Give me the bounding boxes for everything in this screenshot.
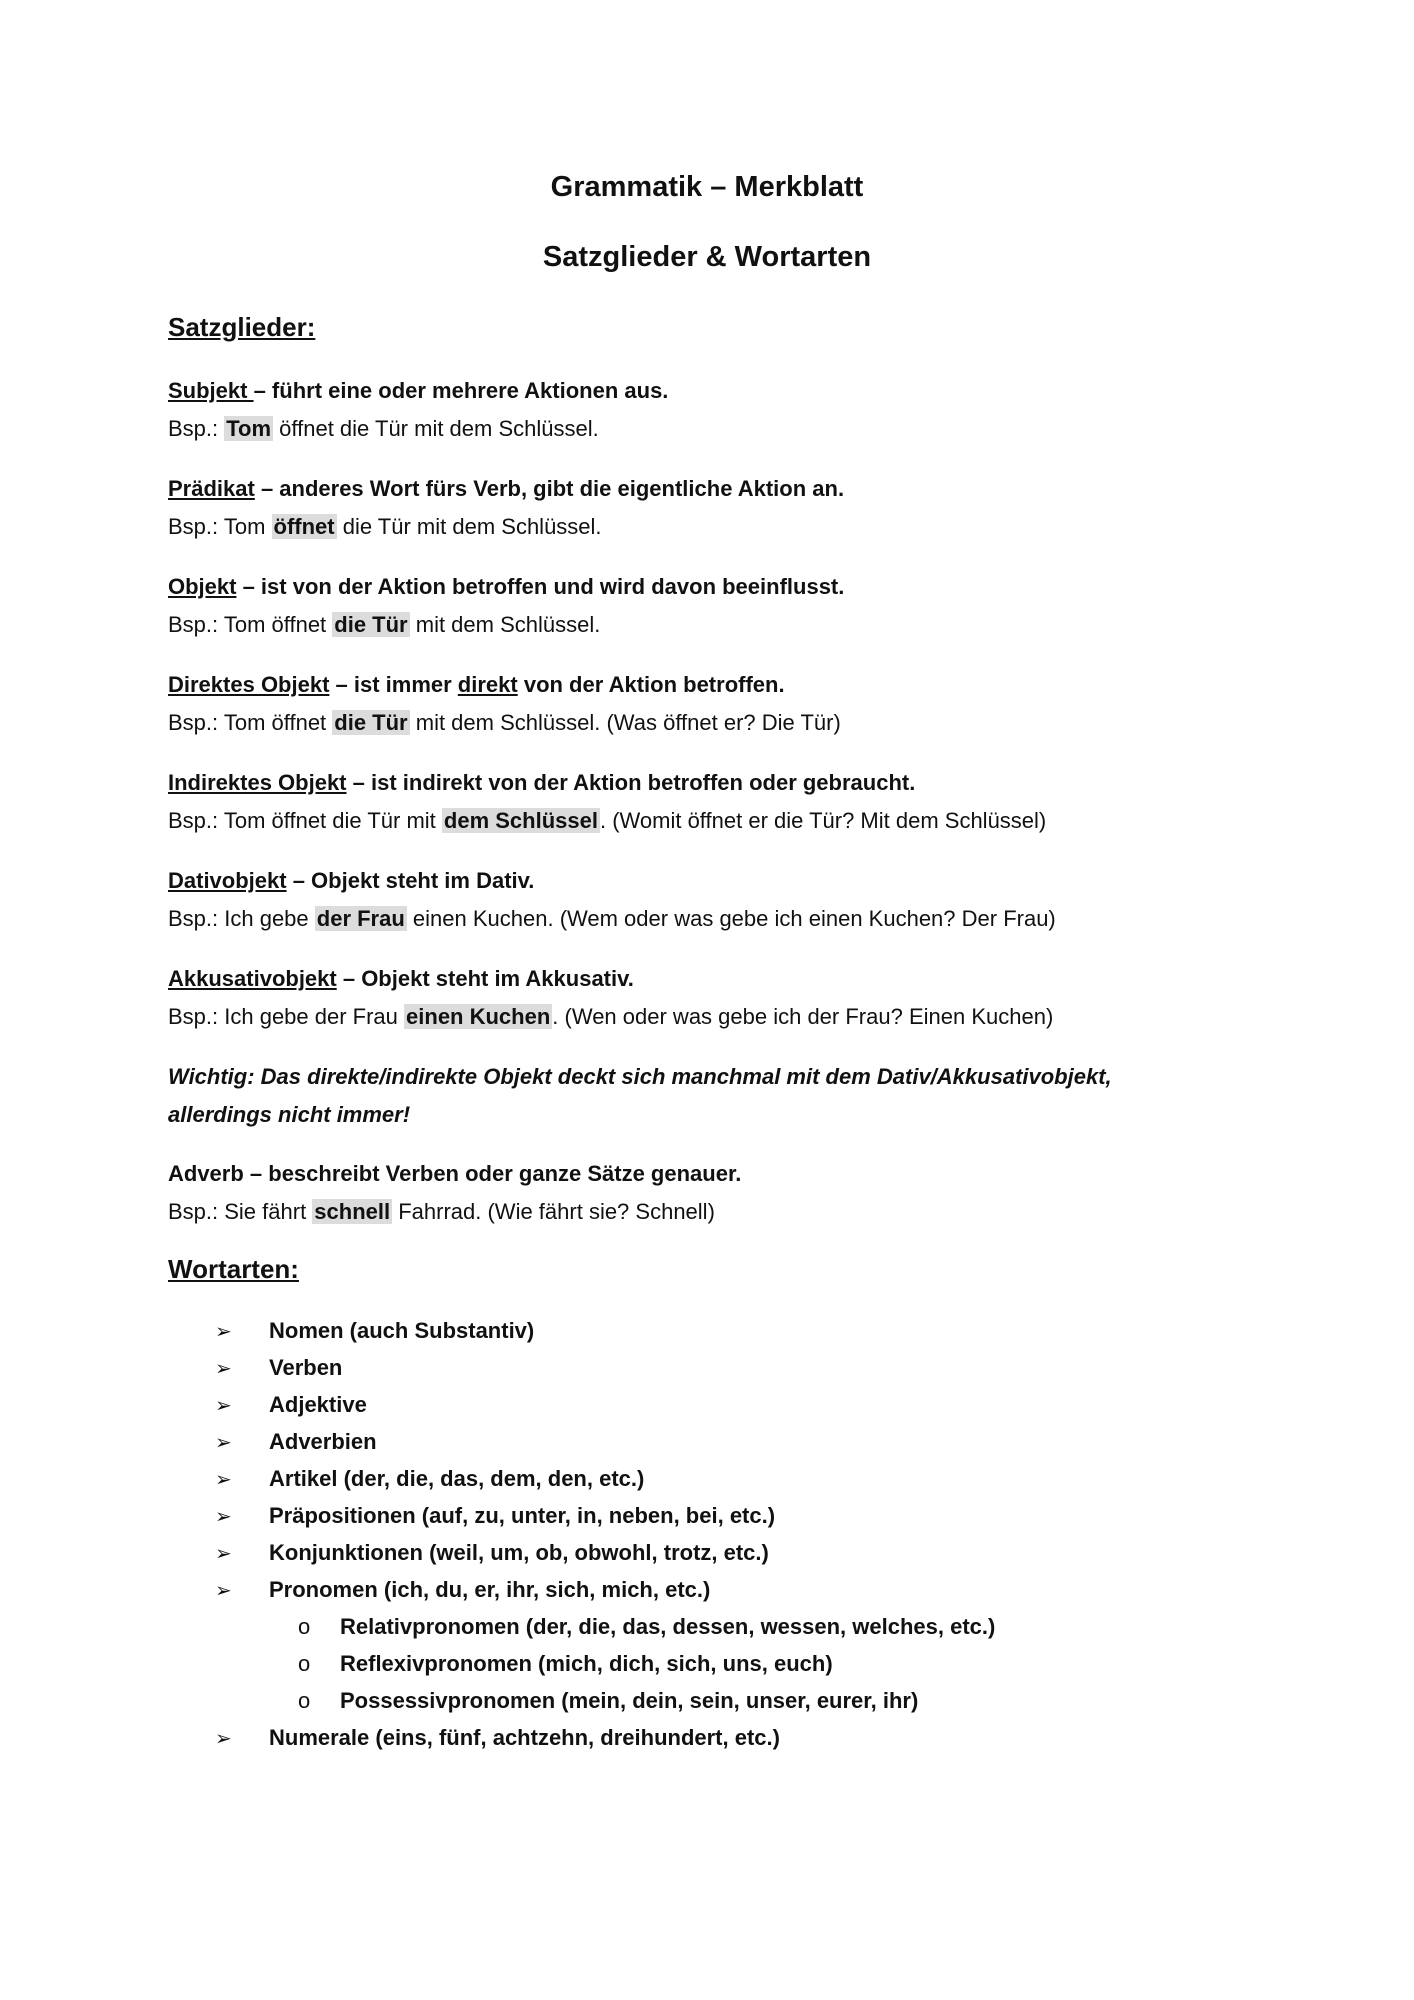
arrow-bullet-icon: ➢ (215, 1467, 232, 1491)
list-item-text: Artikel (der, die, das, dem, den, etc.) (269, 1466, 645, 1491)
example-text: Bsp.: Ich gebe der Frau (168, 1004, 405, 1029)
definition: – anderes Wort fürs Verb, gibt die eigentliche Aktion an. (254, 476, 845, 501)
definition: – Objekt steht im Dativ. (286, 868, 535, 893)
term: Direktes Objekt (168, 672, 330, 697)
highlighted-word: einen Kuchen (406, 1004, 551, 1029)
entry-dativobjekt (168, 862, 1268, 938)
entry-direktes-objekt (168, 666, 1268, 742)
list-item-text: Konjunktionen (weil, um, ob, obwohl, trotz, etc.) (269, 1540, 769, 1565)
definition: – Objekt steht im Akkusativ. (336, 966, 634, 991)
arrow-bullet-icon: ➢ (215, 1319, 232, 1343)
entry-heading (168, 862, 1268, 900)
example-text: einen Kuchen. (Wem oder was gebe ich einen Kuchen? Der Frau) (406, 906, 1056, 931)
highlighted-word: öffnet (273, 514, 335, 539)
page-subtitle: Satzglieder & Wortarten (542, 241, 872, 273)
example (168, 508, 1268, 546)
list-item-text: Nomen (auch Substantiv) (269, 1318, 535, 1343)
entry-praedikat (168, 470, 1268, 546)
entry-indirektes-objekt (168, 764, 1268, 840)
example (168, 1193, 1268, 1231)
definition: von der Aktion betroffen. (517, 672, 785, 697)
example-text: Fahrrad. (Wie fährt sie? Schnell) (392, 1199, 715, 1224)
list-item (215, 1466, 644, 1492)
example-text: Bsp.: (168, 416, 225, 441)
list-item (215, 1503, 775, 1529)
example-text: . (Wen oder was gebe ich der Frau? Einen Kuchen) (552, 1004, 1054, 1029)
example-text: Bsp.: Ich gebe (168, 906, 315, 931)
list-item (215, 1392, 367, 1418)
example (168, 410, 1268, 448)
list-item (215, 1429, 377, 1455)
entry-heading (168, 568, 1268, 606)
term: Dativobjekt (168, 868, 287, 893)
example (168, 802, 1268, 840)
section-heading-wortarten: Wortarten: (168, 1254, 299, 1284)
entry-heading: Adverb – beschreibt Verben oder ganze Sätze genauer. (168, 1161, 742, 1186)
term: Indirektes Objekt (168, 770, 347, 795)
arrow-bullet-icon: ➢ (215, 1578, 232, 1602)
sub-list-item (298, 1614, 995, 1640)
term: Prädikat (168, 476, 255, 501)
example-text: mit dem Schlüssel. (Was öffnet er? Die Tür) (409, 710, 841, 735)
arrow-bullet-icon: ➢ (215, 1393, 232, 1417)
circle-bullet-icon: o (298, 1651, 311, 1676)
entry-akkusativobjekt (168, 960, 1268, 1036)
example-text: . (Womit öffnet er die Tür? Mit dem Schlüssel) (599, 808, 1047, 833)
highlighted-word: die Tür (334, 710, 408, 735)
list-item-text: Pronomen (ich, du, er, ihr, sich, mich, etc.) (269, 1577, 711, 1602)
definition: – ist immer (329, 672, 458, 697)
arrow-bullet-icon: ➢ (215, 1504, 232, 1528)
example-text: Bsp.: Tom (168, 514, 272, 539)
definition: – führt eine oder mehrere Aktionen aus. (253, 378, 669, 403)
example-text: Bsp.: Sie fährt (168, 1199, 313, 1224)
arrow-bullet-icon: ➢ (215, 1541, 232, 1565)
arrow-bullet-icon: ➢ (215, 1726, 232, 1750)
entry-heading (168, 372, 1268, 410)
term: Subjekt (168, 378, 254, 403)
list-item-text: Numerale (eins, fünf, achtzehn, dreihundert, etc.) (269, 1725, 780, 1750)
term: Objekt (168, 574, 237, 599)
list-item-text: Possessivpronomen (mein, dein, sein, unser, eurer, ihr) (340, 1688, 919, 1713)
entry-heading (168, 666, 1268, 704)
highlighted-word: Tom (226, 416, 272, 441)
highlighted-word: schnell (314, 1199, 391, 1224)
entry-adverb (168, 1155, 1268, 1231)
list-item-text: Adverbien (269, 1429, 377, 1454)
term: Akkusativobjekt (168, 966, 337, 991)
example-text: Bsp.: Tom öffnet (168, 710, 333, 735)
list-item-text: Reflexivpronomen (mich, dich, sich, uns, euch) (340, 1651, 833, 1676)
list-item-text: Adjektive (269, 1392, 367, 1417)
list-item (215, 1725, 780, 1751)
arrow-bullet-icon: ➢ (215, 1356, 232, 1380)
sub-list-item (298, 1688, 918, 1714)
entry-heading (168, 470, 1268, 508)
list-item-text: Präpositionen (auf, zu, unter, in, neben, bei, etc.) (269, 1503, 776, 1528)
definition: – ist indirekt von der Aktion betroffen oder gebraucht. (346, 770, 916, 795)
list-item (215, 1355, 342, 1381)
definition-emphasis: direkt (457, 672, 518, 697)
example-text: öffnet die Tür mit dem Schlüssel. (273, 416, 599, 441)
example (168, 704, 1268, 742)
entry-objekt (168, 568, 1268, 644)
example (168, 900, 1268, 938)
example (168, 606, 1268, 644)
highlighted-word: der Frau (316, 906, 405, 931)
section-heading-satzglieder: Satzglieder: (168, 312, 316, 342)
definition: – ist von der Aktion betroffen und wird davon beeinflusst. (236, 574, 845, 599)
list-item (215, 1577, 710, 1603)
list-item-text: Verben (269, 1355, 343, 1380)
sub-list-item (298, 1651, 833, 1677)
example-text: mit dem Schlüssel. (409, 612, 601, 637)
list-item-text: Relativpronomen (der, die, das, dessen, wessen, welches, etc.) (340, 1614, 996, 1639)
example-text: Bsp.: Tom öffnet (168, 612, 333, 637)
list-item (215, 1540, 769, 1566)
circle-bullet-icon: o (298, 1688, 311, 1713)
list-item (215, 1318, 534, 1344)
entry-subjekt (168, 372, 1268, 448)
example-text: Bsp.: Tom öffnet die Tür mit (168, 808, 442, 833)
circle-bullet-icon: o (298, 1614, 311, 1639)
arrow-bullet-icon: ➢ (215, 1430, 232, 1454)
highlighted-word: dem Schlüssel (443, 808, 598, 833)
page-title: Grammatik – Merkblatt (550, 171, 864, 203)
entry-heading (168, 764, 1268, 802)
highlighted-word: die Tür (334, 612, 408, 637)
example (168, 998, 1268, 1036)
entry-heading (168, 960, 1268, 998)
important-note: Wichtig: Das direkte/indirekte Objekt deckt sich manchmal mit dem Dativ/Akkusativobjekt, allerdings nicht immer! (168, 1064, 1112, 1127)
example-text: die Tür mit dem Schlüssel. (336, 514, 602, 539)
